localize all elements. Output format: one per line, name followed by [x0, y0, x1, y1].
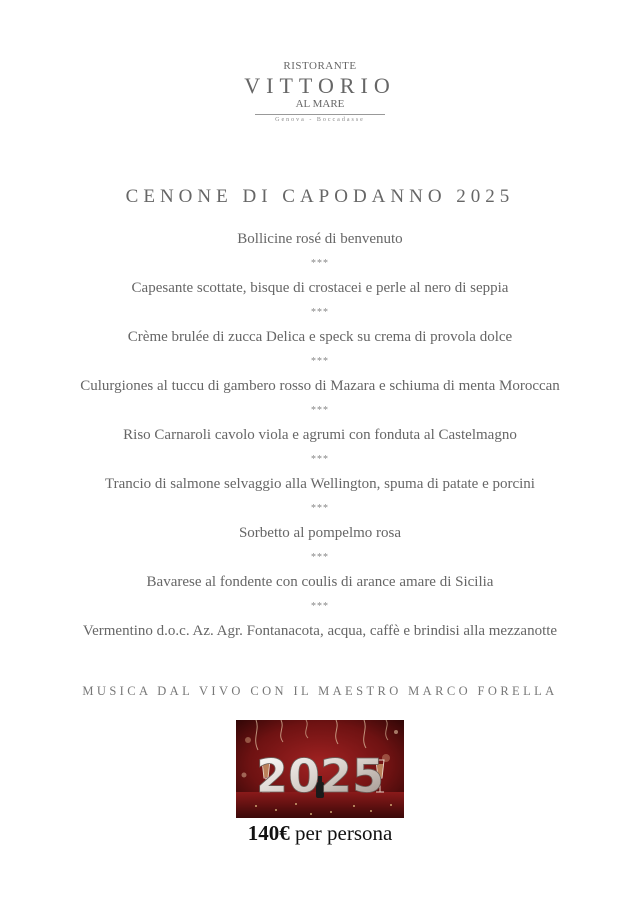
year-balloon-text: 2025 — [255, 749, 385, 803]
course-item: Capesante scottate, bisque di crostacei e perle al nero di seppia — [131, 280, 509, 296]
price-line — [0, 821, 640, 846]
course-item: Culurgiones al tuccu di gambero rosso di Mazara e schiuma di menta Moroccan — [80, 378, 560, 394]
course-separator: *** — [311, 503, 329, 514]
course-separator: *** — [311, 405, 329, 416]
course-item: Crème brulée di zucca Delica e speck su crema di provola dolce — [127, 329, 513, 345]
logo-top-text: RISTORANTE — [283, 60, 357, 72]
logo-location: Genova - Boccadasse — [275, 117, 365, 123]
logo-name: VITTORIO — [244, 73, 396, 98]
course-item: Trancio di salmone selvaggio alla Wellington, spuma di patate e porcini — [105, 476, 535, 492]
price-amount: 140€ — [247, 821, 290, 845]
course-separator: *** — [311, 258, 329, 269]
logo-divider — [255, 114, 385, 115]
restaurant-logo — [0, 60, 640, 123]
price-unit: per persona — [289, 821, 393, 845]
course-separator: *** — [311, 454, 329, 465]
new-year-photo — [236, 720, 404, 818]
course-separator: *** — [311, 307, 329, 318]
course-item: Riso Carnaroli cavolo viola e agrumi con fonduta al Castelmagno — [123, 427, 517, 443]
course-separator: *** — [311, 601, 329, 612]
course-separator: *** — [311, 356, 329, 367]
course-item: Sorbetto al pompelmo rosa — [238, 525, 402, 541]
course-item: Bavarese al fondente con coulis di arance amare di Sicilia — [146, 574, 494, 590]
course-item: Vermentino d.o.c. Az. Agr. Fontanacota, acqua, caffè e brindisi alla mezzanotte — [82, 623, 558, 639]
course-separator: *** — [311, 552, 329, 563]
logo-subtitle: AL MARE — [295, 98, 345, 110]
menu-courses — [0, 229, 640, 641]
course-item: Bollicine rosé di benvenuto — [237, 231, 403, 247]
menu-title: CENONE DI CAPODANNO 2025 — [125, 186, 515, 207]
live-music-note: MUSICA DAL VIVO CON IL MAESTRO MARCO FORELLA — [82, 684, 558, 698]
